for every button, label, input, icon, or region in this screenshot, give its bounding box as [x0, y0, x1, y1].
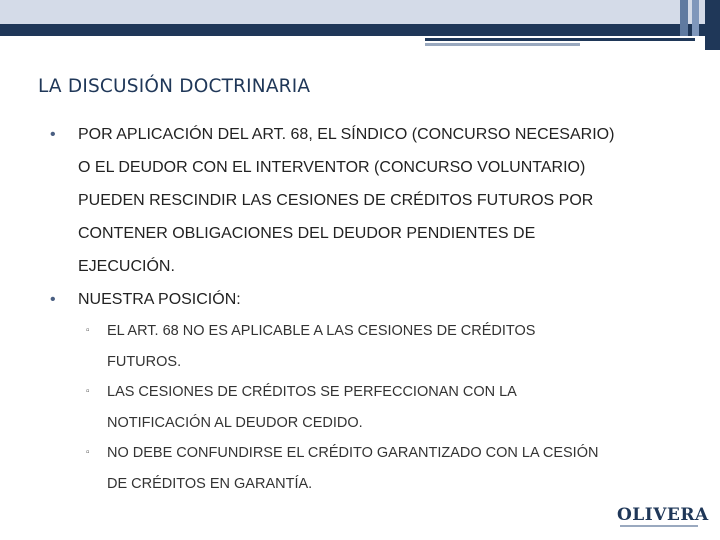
bullet-item — [50, 118, 700, 283]
bullet-item — [50, 283, 700, 316]
slide-content — [50, 118, 700, 499]
logo-underline — [620, 525, 698, 527]
bullet-dot-icon: • — [50, 126, 56, 143]
header-band-dark — [0, 24, 705, 36]
header-accent — [680, 0, 688, 36]
square-bullet-icon: ▫ — [86, 325, 90, 336]
bullet-dot-icon: • — [50, 291, 56, 308]
bullet-line: CONTENER OBLIGACIONES DEL DEUDOR PENDIENTES DE — [78, 225, 536, 242]
header-band-light — [0, 0, 705, 24]
company-logo: OLIVERA — [617, 505, 709, 525]
slide-title: LA DISCUSIÓN DOCTRINARIA — [38, 76, 311, 97]
header-rule — [425, 38, 695, 41]
sub-bullet-line: EL ART. 68 NO ES APLICABLE A LAS CESIONES DE CRÉDITOS — [107, 323, 536, 339]
sub-bullet-line: LAS CESIONES DE CRÉDITOS SE PERFECCIONAN CON LA — [107, 384, 517, 400]
header-rule — [425, 43, 580, 46]
bullet-line: PUEDEN RESCINDIR LAS CESIONES DE CRÉDITOS FUTUROS POR — [78, 192, 594, 209]
sub-bullet-item — [50, 438, 700, 499]
sub-bullet-line: NO DEBE CONFUNDIRSE EL CRÉDITO GARANTIZADO CON LA CESIÓN — [107, 445, 599, 461]
square-bullet-icon: ▫ — [86, 447, 90, 458]
header-decoration — [0, 0, 720, 46]
square-bullet-icon: ▫ — [86, 386, 90, 397]
bullet-line: EJECUCIÓN. — [78, 258, 175, 275]
sub-bullet-line: NOTIFICACIÓN AL DEUDOR CEDIDO. — [107, 414, 363, 431]
header-corner — [705, 0, 720, 50]
sub-bullet-line: DE CRÉDITOS EN GARANTÍA. — [107, 475, 313, 492]
sub-bullet-line: FUTUROS. — [107, 353, 182, 370]
sub-bullet-item — [50, 316, 700, 377]
sub-bullet-item — [50, 377, 700, 438]
header-accent — [692, 0, 699, 36]
bullet-line: O EL DEUDOR CON EL INTERVENTOR (CONCURSO VOLUNTARIO) — [78, 159, 586, 176]
bullet-line: POR APLICACIÓN DEL ART. 68, EL SÍNDICO (CONCURSO NECESARIO) — [78, 126, 615, 143]
bullet-line: NUESTRA POSICIÓN: — [78, 291, 241, 308]
